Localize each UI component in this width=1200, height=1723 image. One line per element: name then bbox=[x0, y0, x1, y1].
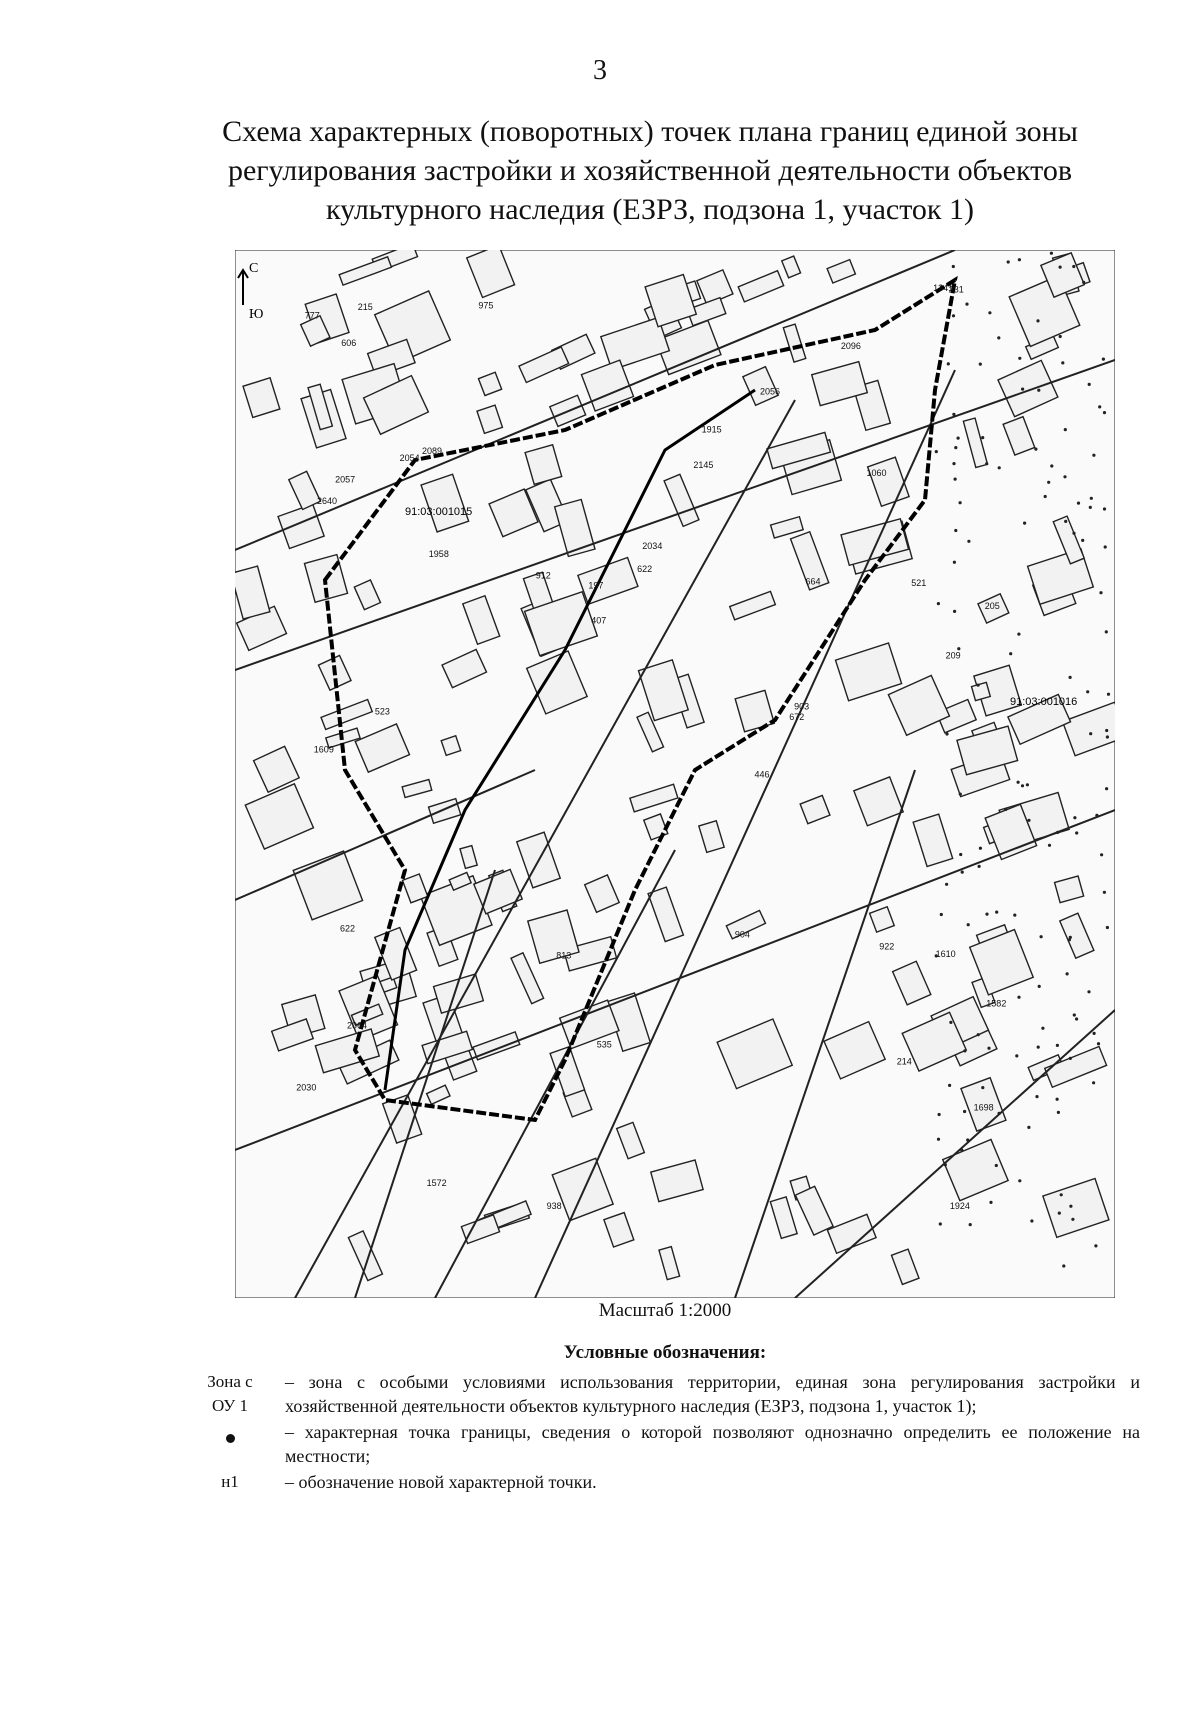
tree-dot bbox=[1105, 729, 1108, 732]
tree-dot bbox=[977, 1033, 980, 1036]
building-number: 231 bbox=[948, 284, 964, 295]
tree-dot bbox=[1072, 265, 1075, 268]
tree-dot bbox=[1103, 891, 1106, 894]
tree-dot bbox=[1092, 454, 1095, 457]
tree-dot bbox=[1068, 938, 1071, 941]
building-number: 1572 bbox=[426, 1178, 447, 1188]
legend-text-zone: – зона с особыми условиями использования территории, единая зона регулирования застройки и хозяйственной деятельности объектов культурного наследия (ЕЗРЗ, подзона 1, участок 1); bbox=[285, 1372, 1140, 1416]
tree-dot bbox=[1102, 358, 1105, 361]
tree-dot bbox=[1103, 411, 1106, 414]
tree-dot bbox=[1089, 732, 1092, 735]
tree-dot bbox=[935, 450, 938, 453]
tree-dot bbox=[945, 883, 948, 886]
tree-dot bbox=[1038, 985, 1041, 988]
tree-dot bbox=[1048, 844, 1051, 847]
tree-dot bbox=[948, 1084, 951, 1087]
legend-symbol-new-point: н1 bbox=[221, 1472, 239, 1491]
title-line-3: культурного наследия (ЕЗРЗ, подзона 1, участок 1) bbox=[325, 193, 975, 226]
building-number: 912 bbox=[535, 570, 551, 581]
tree-dot bbox=[1036, 319, 1039, 322]
tree-dot bbox=[949, 1021, 952, 1024]
building-number: 1610 bbox=[935, 949, 956, 960]
tree-dot bbox=[1092, 1081, 1095, 1084]
building-number: 672 bbox=[789, 711, 805, 722]
building-number: 975 bbox=[478, 300, 494, 311]
tree-dot bbox=[1064, 520, 1067, 523]
tree-dot bbox=[1007, 260, 1010, 263]
tree-dot bbox=[1037, 389, 1040, 392]
tree-dot bbox=[952, 413, 955, 416]
tree-dot bbox=[959, 793, 962, 796]
legend-symbol-point bbox=[195, 1420, 265, 1450]
tree-dot bbox=[1058, 1212, 1061, 1215]
building-number: 2054 bbox=[399, 453, 420, 463]
tree-dot bbox=[1034, 448, 1037, 451]
tree-dot bbox=[963, 1049, 966, 1052]
tree-dot bbox=[1103, 507, 1106, 510]
building-number: 2034 bbox=[642, 540, 663, 551]
page-number: 3 bbox=[593, 55, 607, 86]
tree-dot bbox=[1097, 1042, 1100, 1045]
quarter-label-2: 91:03:001016 bbox=[1010, 696, 1078, 708]
legend-symbol-zone-line2: ОУ 1 bbox=[211, 1396, 249, 1415]
tree-dot bbox=[1093, 1032, 1096, 1035]
building-number: 2057 bbox=[335, 474, 356, 485]
tree-dot bbox=[961, 871, 964, 874]
building-number: 606 bbox=[341, 337, 357, 348]
tree-dot bbox=[1095, 814, 1098, 817]
building-number: 214 bbox=[896, 1056, 912, 1067]
tree-dot bbox=[1106, 926, 1109, 929]
tree-dot bbox=[1035, 1095, 1038, 1098]
building-number: 1958 bbox=[428, 548, 449, 559]
tree-dot bbox=[1082, 281, 1085, 284]
building-number: 2064 bbox=[347, 1020, 368, 1031]
document-title bbox=[200, 112, 1100, 229]
tree-dot bbox=[977, 684, 980, 687]
tree-dot bbox=[939, 1222, 942, 1225]
tree-dot bbox=[1004, 808, 1007, 811]
tree-dot bbox=[979, 363, 982, 366]
building-number: 2030 bbox=[296, 1082, 317, 1093]
tree-dot bbox=[1094, 1244, 1097, 1247]
tree-dot bbox=[1090, 497, 1093, 500]
tree-dot bbox=[1027, 819, 1030, 822]
tree-dot bbox=[1069, 1057, 1072, 1060]
building-number: 1582 bbox=[986, 998, 1007, 1009]
tree-dot bbox=[959, 501, 962, 504]
building-number: 622 bbox=[340, 923, 356, 934]
building-number: 903 bbox=[794, 701, 810, 712]
tree-dot bbox=[957, 437, 960, 440]
tree-dot bbox=[1056, 831, 1059, 834]
tree-dot bbox=[1061, 361, 1064, 364]
tree-dot bbox=[947, 362, 950, 365]
legend-text-point: – характерная точка границы, сведения о которой позволяют однозначно определить ее положение на местности; bbox=[285, 1422, 1140, 1466]
tree-dot bbox=[967, 540, 970, 543]
tree-dot bbox=[1044, 495, 1047, 498]
tree-dot bbox=[952, 314, 955, 317]
tree-dot bbox=[1027, 1126, 1030, 1129]
compass-south-label: Ю bbox=[249, 307, 264, 322]
legend-title: Условные обозначения: bbox=[563, 1342, 767, 1363]
tree-dot bbox=[1066, 972, 1069, 975]
tree-dot bbox=[1100, 853, 1103, 856]
tree-dot bbox=[940, 913, 943, 916]
tree-dot bbox=[966, 1138, 969, 1141]
tree-dot bbox=[1017, 996, 1020, 999]
tree-dot bbox=[1009, 652, 1012, 655]
tree-dot bbox=[953, 610, 956, 613]
legend-symbol-zone bbox=[195, 1370, 265, 1418]
map-drawing bbox=[235, 250, 1115, 1298]
building-number: 2089 bbox=[422, 445, 443, 456]
legend-item-point bbox=[195, 1420, 1155, 1470]
tree-dot bbox=[1041, 1027, 1044, 1030]
tree-dot bbox=[969, 1223, 972, 1226]
tree-dot bbox=[1059, 335, 1062, 338]
building-number: 215 bbox=[357, 301, 373, 312]
title-line-2: регулирования застройки и хозяйственной деятельности объектов bbox=[227, 154, 1073, 187]
tree-dot bbox=[1018, 357, 1021, 360]
tree-dot bbox=[1018, 1179, 1021, 1182]
building-number: 777 bbox=[304, 310, 320, 321]
tree-dot bbox=[981, 1086, 984, 1089]
tree-dot bbox=[1026, 783, 1029, 786]
tree-dot bbox=[979, 847, 982, 850]
tree-dot bbox=[989, 1201, 992, 1204]
legend-symbol-zone-line1: Зона с bbox=[207, 1372, 253, 1391]
tree-dot bbox=[985, 913, 988, 916]
tree-dot bbox=[963, 1110, 966, 1113]
tree-dot bbox=[1017, 633, 1020, 636]
tree-dot bbox=[1023, 522, 1026, 525]
tree-dot bbox=[1104, 545, 1107, 548]
tree-dot bbox=[1059, 266, 1062, 269]
tree-dot bbox=[937, 1138, 940, 1141]
building-number: 1915 bbox=[701, 424, 722, 435]
tree-dot bbox=[988, 311, 991, 314]
tree-dot bbox=[1075, 1017, 1078, 1020]
building-number: 1060 bbox=[866, 468, 887, 479]
tree-dot bbox=[1050, 252, 1053, 255]
tree-dot bbox=[1037, 1046, 1040, 1049]
tree-dot bbox=[995, 1164, 998, 1167]
tree-dot bbox=[959, 853, 962, 856]
building-number: 2096 bbox=[840, 341, 861, 352]
tree-dot bbox=[995, 911, 998, 914]
tree-dot bbox=[1071, 1218, 1074, 1221]
legend-item-zone bbox=[195, 1370, 1155, 1420]
tree-dot bbox=[1086, 690, 1089, 693]
tree-dot bbox=[1056, 1098, 1059, 1101]
tree-dot bbox=[944, 1163, 947, 1166]
tree-dot bbox=[1040, 935, 1043, 938]
tree-dot bbox=[1015, 1054, 1018, 1057]
tree-dot bbox=[967, 923, 970, 926]
building-number: 205 bbox=[984, 601, 1000, 612]
tree-dot bbox=[1087, 990, 1090, 993]
tree-dot bbox=[1106, 735, 1109, 738]
tree-dot bbox=[1030, 1219, 1033, 1222]
black-dot-icon bbox=[226, 1434, 235, 1443]
tree-dot bbox=[998, 1112, 1001, 1115]
tree-dot bbox=[1105, 787, 1108, 790]
building-number: 2056 bbox=[760, 386, 781, 397]
title-line-1: Схема характерных (поворотных) точек плана границ единой зоны bbox=[222, 115, 1078, 148]
tree-dot bbox=[1088, 383, 1091, 386]
building-number: 1924 bbox=[949, 1200, 970, 1211]
tree-dot bbox=[1056, 1044, 1059, 1047]
building-number: 813 bbox=[556, 950, 572, 961]
tree-dot bbox=[953, 561, 956, 564]
tree-dot bbox=[1081, 539, 1084, 542]
tree-dot bbox=[965, 303, 968, 306]
building-number: 521 bbox=[911, 577, 927, 588]
tree-dot bbox=[960, 1149, 963, 1152]
building-number: 197 bbox=[588, 580, 604, 591]
tree-dot bbox=[998, 466, 1001, 469]
building-outline bbox=[972, 682, 991, 700]
building-number: 938 bbox=[546, 1201, 562, 1212]
tree-dot bbox=[1072, 532, 1075, 535]
tree-dot bbox=[954, 446, 957, 449]
tree-dot bbox=[1073, 1013, 1076, 1016]
tree-dot bbox=[954, 529, 957, 532]
compass-north-label: С bbox=[249, 261, 259, 276]
building-number: 446 bbox=[754, 769, 770, 780]
tree-dot bbox=[937, 602, 940, 605]
cadastral-map bbox=[235, 250, 1115, 1298]
tree-dot bbox=[952, 462, 955, 465]
building-number: 1698 bbox=[973, 1102, 994, 1113]
building-number: 2640 bbox=[317, 496, 338, 507]
tree-dot bbox=[1013, 914, 1016, 917]
tree-dot bbox=[978, 865, 981, 868]
tree-dot bbox=[1060, 1193, 1063, 1196]
building-number: 1609 bbox=[313, 744, 334, 755]
tree-dot bbox=[1098, 405, 1101, 408]
building-number: 664 bbox=[805, 576, 821, 587]
building-number: 523 bbox=[374, 706, 390, 717]
building-number: 904 bbox=[734, 929, 750, 940]
tree-dot bbox=[997, 336, 1000, 339]
legend-text-new-point: – обозначение новой характерной точки. bbox=[285, 1472, 597, 1492]
tree-dot bbox=[1050, 464, 1053, 467]
tree-dot bbox=[1062, 1264, 1065, 1267]
building-number: 922 bbox=[879, 941, 895, 952]
tree-dot bbox=[1077, 502, 1080, 505]
building-number: 2145 bbox=[693, 459, 714, 470]
tree-dot bbox=[1018, 258, 1021, 261]
building-number: 209 bbox=[945, 650, 961, 661]
tree-dot bbox=[945, 732, 948, 735]
building-number: 1341 bbox=[933, 283, 954, 293]
tree-dot bbox=[954, 478, 957, 481]
building-number: 407 bbox=[591, 615, 607, 626]
tree-dot bbox=[1021, 784, 1024, 787]
tree-dot bbox=[1105, 630, 1108, 633]
tree-dot bbox=[1064, 428, 1067, 431]
tree-dot bbox=[1047, 481, 1050, 484]
tree-dot bbox=[1073, 816, 1076, 819]
legend-item-new-point bbox=[195, 1470, 1155, 1496]
building-number: 622 bbox=[637, 563, 653, 574]
tree-dot bbox=[1099, 591, 1102, 594]
tree-dot bbox=[985, 462, 988, 465]
tree-dot bbox=[981, 436, 984, 439]
tree-dot bbox=[987, 1047, 990, 1050]
tree-dot bbox=[1075, 831, 1078, 834]
tree-dot bbox=[1069, 676, 1072, 679]
quarter-label-1: 91:03:001015 bbox=[405, 506, 473, 518]
tree-dot bbox=[1021, 388, 1024, 391]
tree-dot bbox=[1069, 1205, 1072, 1208]
building-number: 535 bbox=[596, 1039, 612, 1050]
tree-dot bbox=[1107, 693, 1110, 696]
tree-dot bbox=[1017, 781, 1020, 784]
tree-dot bbox=[938, 1113, 941, 1116]
tree-dot bbox=[952, 265, 955, 268]
tree-dot bbox=[1063, 475, 1066, 478]
tree-dot bbox=[1089, 506, 1092, 509]
map-scale: Масштаб 1:2000 bbox=[598, 1300, 732, 1321]
tree-dot bbox=[1057, 1111, 1060, 1114]
